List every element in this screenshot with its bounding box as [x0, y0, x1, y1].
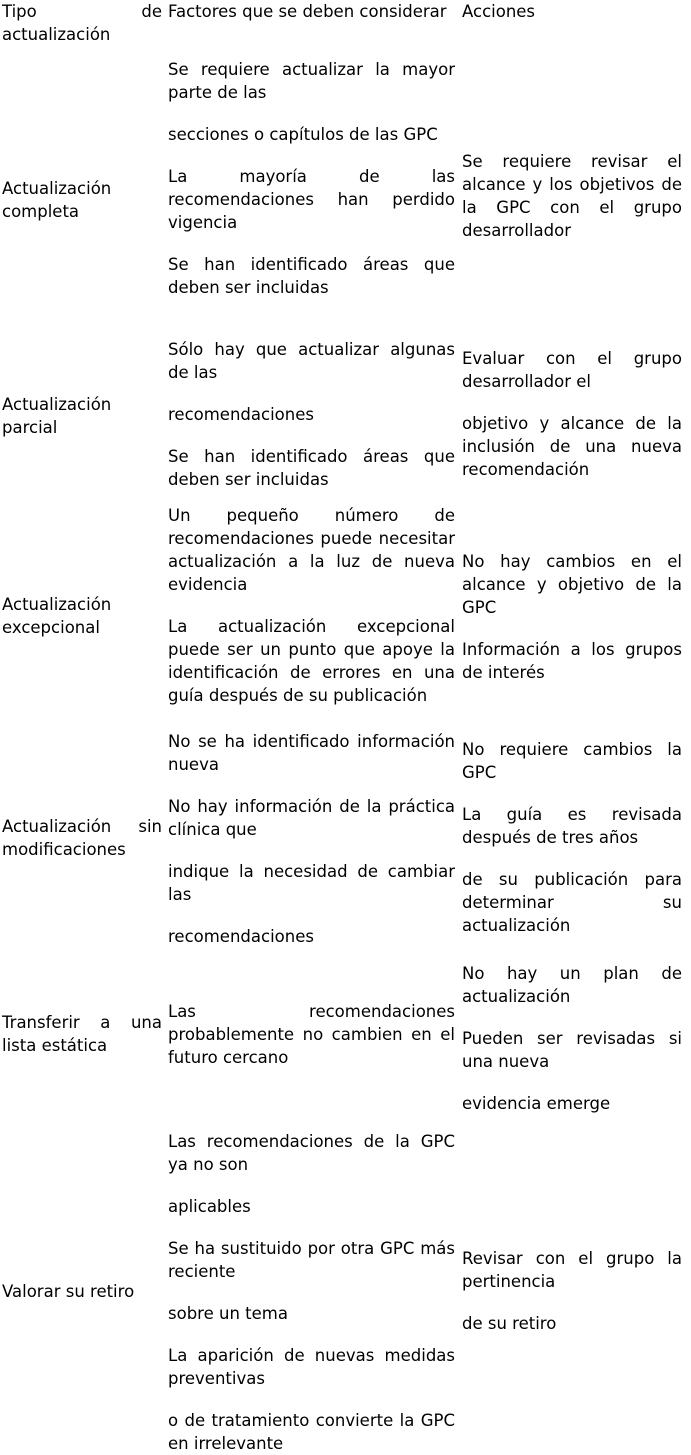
- row-type: [2, 728, 162, 948]
- factor-item: recomendaciones: [168, 405, 314, 424]
- action-item: Se requiere revisar el alcance y los objetivos de la GPC con el grupo desarrollador: [462, 152, 682, 240]
- table-row: [0, 962, 691, 1122]
- row-actions: [462, 738, 682, 958]
- header-actions: [462, 0, 682, 46]
- action-item: Revisar con el grupo la pertinencia: [462, 1248, 682, 1291]
- row-factors: [168, 504, 455, 728]
- factor-item: Las recomendaciones probablemente no cambien en el futuro cercano: [168, 1001, 455, 1067]
- header-type-line1-right: de: [141, 2, 162, 21]
- action-item: Pueden ser revisadas si una nueva: [462, 1029, 682, 1071]
- factor-item: indique la necesidad de cambiar las: [168, 862, 455, 904]
- row-type-text: Actualización sin modificaciones: [2, 817, 162, 859]
- header-actions-text: Acciones: [462, 2, 536, 21]
- row-actions: [462, 1129, 682, 1452]
- factor-item: Un pequeño número de recomendaciones puede necesitar actualización a la luz de nueva evidencia: [168, 506, 455, 594]
- row-type-text: Actualización parcial: [2, 395, 112, 437]
- row-actions: [462, 347, 682, 503]
- table-row: [0, 504, 691, 728]
- action-item: Evaluar con el grupo desarrollador el: [462, 349, 682, 391]
- factor-item: La mayoría de las recomendaciones han perdido vigencia: [168, 167, 455, 232]
- row-type-text: Valorar su retiro: [2, 1282, 135, 1301]
- factor-item: Se ha sustituido por otra GPC más reciente: [168, 1239, 455, 1281]
- header-factors-text: Factores que se deben considerar: [168, 2, 447, 21]
- row-type: [2, 504, 162, 728]
- factor-item: secciones o capítulos de las GPC: [168, 125, 438, 144]
- table-row: [0, 730, 691, 950]
- action-item: La guía es revisada después de tres años: [462, 805, 682, 847]
- table-row: [0, 1130, 691, 1453]
- row-actions: [462, 962, 682, 1122]
- row-factors: [168, 58, 455, 326]
- row-factors: [168, 954, 455, 1114]
- factor-item: No se ha identificado información nueva: [168, 732, 455, 774]
- row-type-text: Actualización excepcional: [2, 595, 112, 637]
- factor-item: Sólo hay que actualizar algunas de las: [168, 340, 455, 382]
- row-type-text: Actualización completa: [2, 179, 112, 221]
- action-item: No hay cambios en el alcance y objetivo de la GPC: [462, 552, 682, 617]
- action-item: objetivo y alcance de la inclusión de una nueva recomendación: [462, 414, 682, 479]
- header-type-line2: actualización: [2, 25, 111, 44]
- table-row: [0, 338, 691, 494]
- header-factors: [168, 0, 455, 46]
- factor-item: recomendaciones: [168, 927, 314, 946]
- action-item: de su publicación para determinar su actualización: [462, 870, 682, 935]
- table-header-row: [0, 0, 691, 46]
- factor-item: sobre un tema: [168, 1304, 288, 1323]
- action-item: No requiere cambios la GPC: [462, 740, 682, 782]
- header-type: [2, 0, 162, 46]
- row-factors: [168, 338, 455, 494]
- row-type: [2, 338, 162, 494]
- factor-item: aplicables: [168, 1197, 251, 1216]
- table-row: [0, 58, 691, 326]
- action-item: Información a los grupos de interés: [462, 640, 682, 682]
- row-type-text: Transferir a una lista estática: [2, 1013, 162, 1055]
- row-factors: [168, 1130, 455, 1453]
- row-type: [2, 954, 162, 1114]
- row-actions: [462, 62, 682, 330]
- factor-item: No hay información de la práctica clínica que: [168, 797, 455, 839]
- factor-item: o de tratamiento convierte la GPC en irrelevante: [168, 1411, 455, 1453]
- row-factors: [168, 730, 455, 950]
- factor-item: La actualización excepcional puede ser un punto que apoye la identificación de errores en una guía después de su publicación: [168, 617, 455, 705]
- row-type: [2, 1130, 162, 1453]
- factor-item: Se han identificado áreas que deben ser incluidas: [168, 447, 455, 489]
- row-type: [2, 66, 162, 334]
- action-item: No hay un plan de actualización: [462, 964, 682, 1006]
- action-item: de su retiro: [462, 1313, 557, 1333]
- factor-item: Las recomendaciones de la GPC ya no son: [168, 1132, 455, 1174]
- factor-item: La aparición de nuevas medidas preventivas: [168, 1346, 455, 1388]
- factor-item: Se han identificado áreas que deben ser incluidas: [168, 255, 455, 297]
- action-item: evidencia emerge: [462, 1094, 611, 1113]
- factor-item: Se requiere actualizar la mayor parte de las: [168, 60, 455, 102]
- header-type-line1: Tipo: [2, 2, 37, 21]
- header-type-line1-wrap: [2, 0, 162, 23]
